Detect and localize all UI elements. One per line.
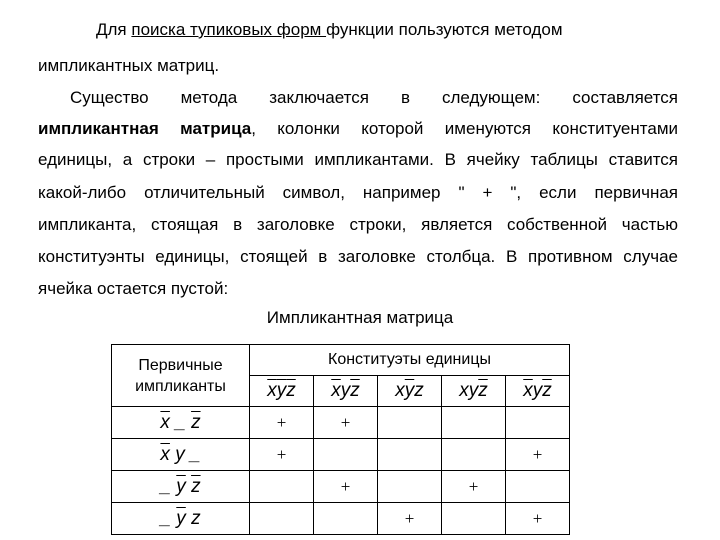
matrix-cell: + — [442, 471, 506, 503]
paragraph2-line1: Существо метода заключается в следующем: составляется — [70, 88, 678, 107]
row-header: $\overline{x}$ _ $\overline{z}$ — [112, 407, 250, 439]
paragraph2-line4: какой-либо отличительный символ, например " + ", если первичная — [38, 183, 678, 202]
matrix-cell: + — [250, 407, 314, 439]
table-row — [112, 503, 570, 535]
column-header: $\overline{x}\overline{y}\overline{z}$ — [250, 376, 314, 407]
matrix-cell: + — [314, 407, 378, 439]
paragraph2-line2-rest: , колонки которой именуются конституентами — [251, 119, 678, 138]
column-header: $\overline{x}y\overline{z}$ — [506, 376, 570, 407]
paragraph1-line1 — [96, 20, 720, 40]
term-implicant-matrix: импликантная матрица — [38, 119, 252, 138]
column-header: $\overline{x}y\overline{z}$ — [314, 376, 378, 407]
matrix-cell — [442, 439, 506, 471]
matrix-cell — [442, 503, 506, 535]
row-header: _ $\overline{y}$ $\overline{z}$ — [112, 471, 250, 503]
paragraph2-line3: единицы, а строки – простыми импликантами. В ячейку таблицы ставится — [38, 150, 678, 169]
paragraph1-line2: импликантных матриц. — [38, 56, 220, 75]
matrix-cell — [250, 503, 314, 535]
matrix-cell — [314, 439, 378, 471]
matrix-cell — [378, 407, 442, 439]
corner-header: Первичные импликанты — [112, 345, 250, 407]
paragraph2-line6: конституэнты единицы, стоящей в заголовке столбца. В противном случае — [38, 247, 678, 266]
matrix-cell — [250, 471, 314, 503]
para1-after: функции пользуются методом — [326, 20, 563, 39]
matrix-cell: + — [506, 503, 570, 535]
column-header: $xy\overline{z}$ — [442, 376, 506, 407]
matrix-cell — [442, 407, 506, 439]
column-header: $x\overline{y}z$ — [378, 376, 442, 407]
matrix-cell — [378, 471, 442, 503]
matrix-cell: + — [314, 471, 378, 503]
paragraph2-line7: ячейка остается пустой: — [38, 279, 229, 298]
row-header: _ $\overline{y}$ z — [112, 503, 250, 535]
paragraph2-line2 — [38, 119, 678, 139]
implicant-matrix-table — [111, 344, 570, 535]
table-row — [112, 439, 570, 471]
matrix-cell: + — [250, 439, 314, 471]
search-dead-end-forms-link[interactable]: поиска тупиковых форм — [131, 20, 327, 39]
table-caption: Импликантная матрица — [266, 308, 454, 327]
table-row — [112, 407, 570, 439]
table-row — [112, 471, 570, 503]
matrix-cell: + — [378, 503, 442, 535]
row-header: $\overline{x}$ y _ — [112, 439, 250, 471]
matrix-cell: + — [506, 439, 570, 471]
matrix-cell — [314, 503, 378, 535]
matrix-cell — [506, 407, 570, 439]
para1-before: Для — [96, 20, 132, 39]
matrix-cell — [506, 471, 570, 503]
paragraph2-line5: импликанта, стоящая в заголовке строки, является собственной частью — [38, 215, 678, 234]
constituents-header: Конституэты единицы — [250, 345, 570, 376]
matrix-cell — [378, 439, 442, 471]
